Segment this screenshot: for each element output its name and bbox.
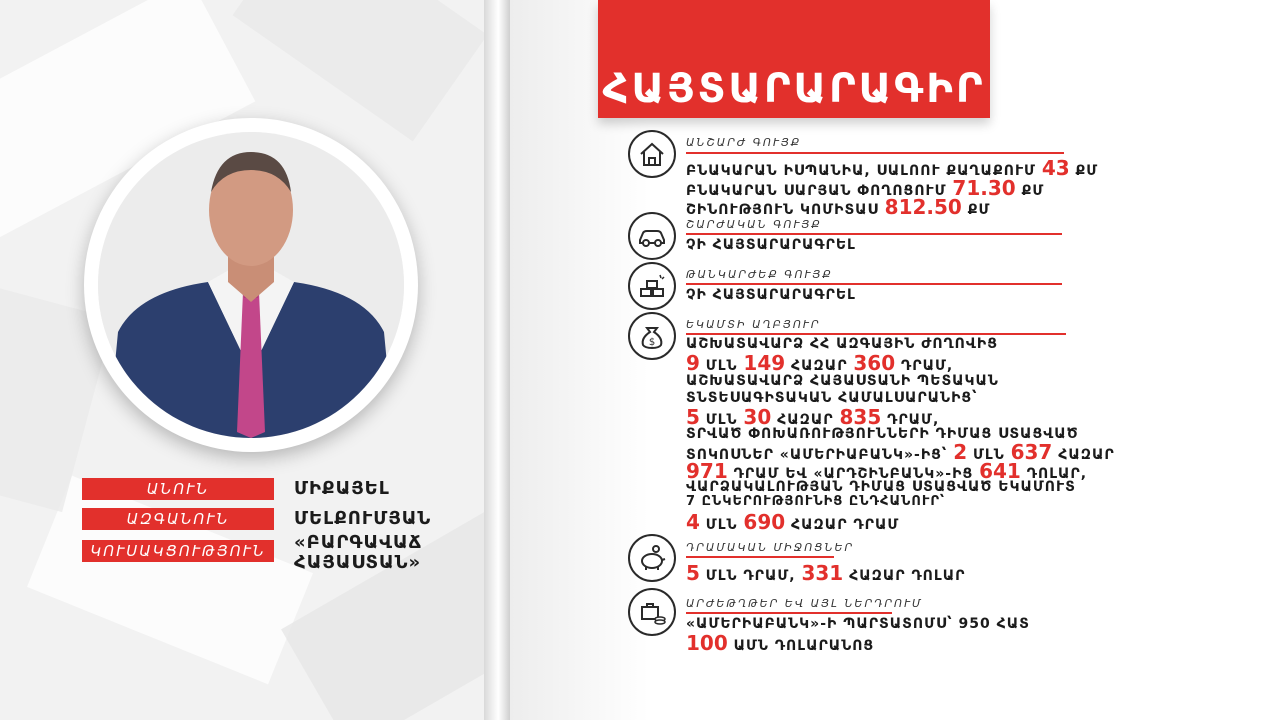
surname-label: ԱԶԳԱՆՈՒՆ (82, 508, 274, 530)
income-divider (686, 333, 1066, 335)
valuables-category: ԹԱՆԿԱՐԺԵՔ ԳՈՒՅՔ (686, 268, 833, 281)
income-line-9: ՎԱՐՁԱԿԱԼՈՒԹՅԱՆ ԴԻՄԱՑ ՍՏԱՑՎԱԾ ԵԿԱՄՈՒՏ (686, 479, 1076, 495)
income-line-6: ՏՐՎԱԾ ՓՈԽԱՌՈՒԹՅՈՒՆՆԵՐԻ ԴԻՄԱՑ ՍՏԱՑՎԱԾ (686, 426, 1079, 442)
house-icon (628, 130, 676, 178)
realty-line-2: ԲՆԱԿԱՐԱՆ ՍԱՐՅԱՆ ՓՈՂՈՑՈՒՄ 71.30 ՔՄ (686, 176, 1045, 200)
valuables-value: ՉԻ ՀԱՅՏԱՐԱՐԱԳՐԵԼ (686, 287, 856, 303)
cash-value: 5 ՄԼՆ ԴՐԱՄ, 331 ՀԱԶԱՐ ԴՈԼԱՐ (686, 561, 966, 585)
income-line-10: 7 ԸՆԿԵՐՈՒԹՅՈՒՆԻՑ ԸՆԴՀԱՆՈՒՐ՝ (686, 494, 946, 509)
income-line-4: ՏՆՏԵՍԱԳԻՏԱԿԱՆ ՀԱՄԱԼՍԱՐԱՆԻՑ՝ (686, 390, 978, 406)
income-category: ԵԿԱՄՏԻ ԱՂԲՅՈՒՐ (686, 318, 821, 331)
name-value: ՄԻՔԱՅԵԼ (294, 478, 390, 499)
gold-bars-icon (628, 262, 676, 310)
svg-text:$: $ (648, 337, 656, 348)
income-line-7: ՏՈԿՈՍՆԵՐ «ԱՄԵՐԻԱԲԱՆԿ»-ԻՑ՝ 2 ՄԼՆ 637 ՀԱԶԱՐ (686, 440, 1115, 464)
valuables-divider (686, 283, 1062, 285)
movable-value: ՉԻ ՀԱՅՏԱՐԱՐԱԳՐԵԼ (686, 237, 856, 253)
income-line-8: 971 ԴՐԱՄ ԵՎ «ԱՐԴՇԻՆԲԱՆԿ»-ԻՑ 641 ԴՈԼԱՐ, (686, 459, 1088, 483)
money-bag-icon (628, 312, 676, 360)
car-icon (628, 212, 676, 260)
income-line-5: 5 ՄԼՆ 30 ՀԱԶԱՐ 835 ԴՐԱՄ, (686, 405, 940, 429)
securities-line-1: «ԱՄԵՐԻԱԲԱՆԿ»-Ի ՊԱՐՏԱՏՈՄՍ՝ 950 ՀԱՏ (686, 616, 1030, 632)
realty-line-1: ԲՆԱԿԱՐԱՆ ԻՍՊԱՆԻԱ, ՍԱԼՈՈՒ ՔԱՂԱՔՈՒՄ 43 ՔՄ (686, 156, 1099, 180)
movable-divider (686, 233, 1062, 235)
party-value-line2: ՀԱՅԱՍՏԱՆ» (294, 552, 422, 573)
surname-value: ՄԵԼՔՈՒՄՅԱՆ (294, 508, 432, 529)
securities-line-2: 100 ԱՄՆ ԴՈԼԱՐԱՆՈՑ (686, 631, 875, 655)
cash-divider (686, 556, 834, 558)
page-title: ՀԱՅՏԱՐԱՐԱԳԻՐ (602, 66, 986, 112)
portrait-photo (98, 132, 404, 438)
securities-divider (686, 612, 892, 614)
briefcase-coins-icon (628, 588, 676, 636)
securities-category: ԱՐԺԵԹՂԹԵՐ ԵՎ ԱՅԼ ՆԵՐԴՐՈՒՄ (686, 597, 923, 610)
income-line-11: 4 ՄԼՆ 690 ՀԱԶԱՐ ԴՐԱՄ (686, 510, 900, 534)
realty-category: ԱՆՇԱՐԺ ԳՈՒՅՔ (686, 136, 802, 149)
cash-category: ԴՐԱՄԱԿԱՆ ՄԻՋՈՑՆԵՐ (686, 541, 855, 554)
income-line-3: ԱՇԽԱՏԱՎԱՐՁ ՀԱՅԱՍՏԱՆԻ ՊԵՏԱԿԱՆ (686, 373, 999, 389)
party-value-line1: «ԲԱՐԳԱՎԱՃ (294, 532, 423, 553)
realty-line-3: ՇԻՆՈՒԹՅՈՒՆ ԿՈՄԻՏԱՍ 812.50 ՔՄ (686, 195, 991, 219)
party-label: ԿՈՒՍԱԿՑՈՒԹՅՈՒՆ (82, 540, 274, 562)
movable-category: ՇԱՐԺԱԿԱՆ ԳՈՒՅՔ (686, 218, 822, 231)
page-fold (484, 0, 510, 720)
piggy-bank-icon (628, 534, 676, 582)
income-line-2: 9 ՄԼՆ 149 ՀԱԶԱՐ 360 ԴՐԱՄ, (686, 351, 954, 375)
income-line-1: ԱՇԽԱՏԱՎԱՐՁ ՀՀ ԱԶԳԱՅԻՆ ԺՈՂՈՎԻՑ (686, 336, 998, 352)
name-label: ԱՆՈՒՆ (82, 478, 274, 500)
realty-divider (686, 152, 1064, 154)
